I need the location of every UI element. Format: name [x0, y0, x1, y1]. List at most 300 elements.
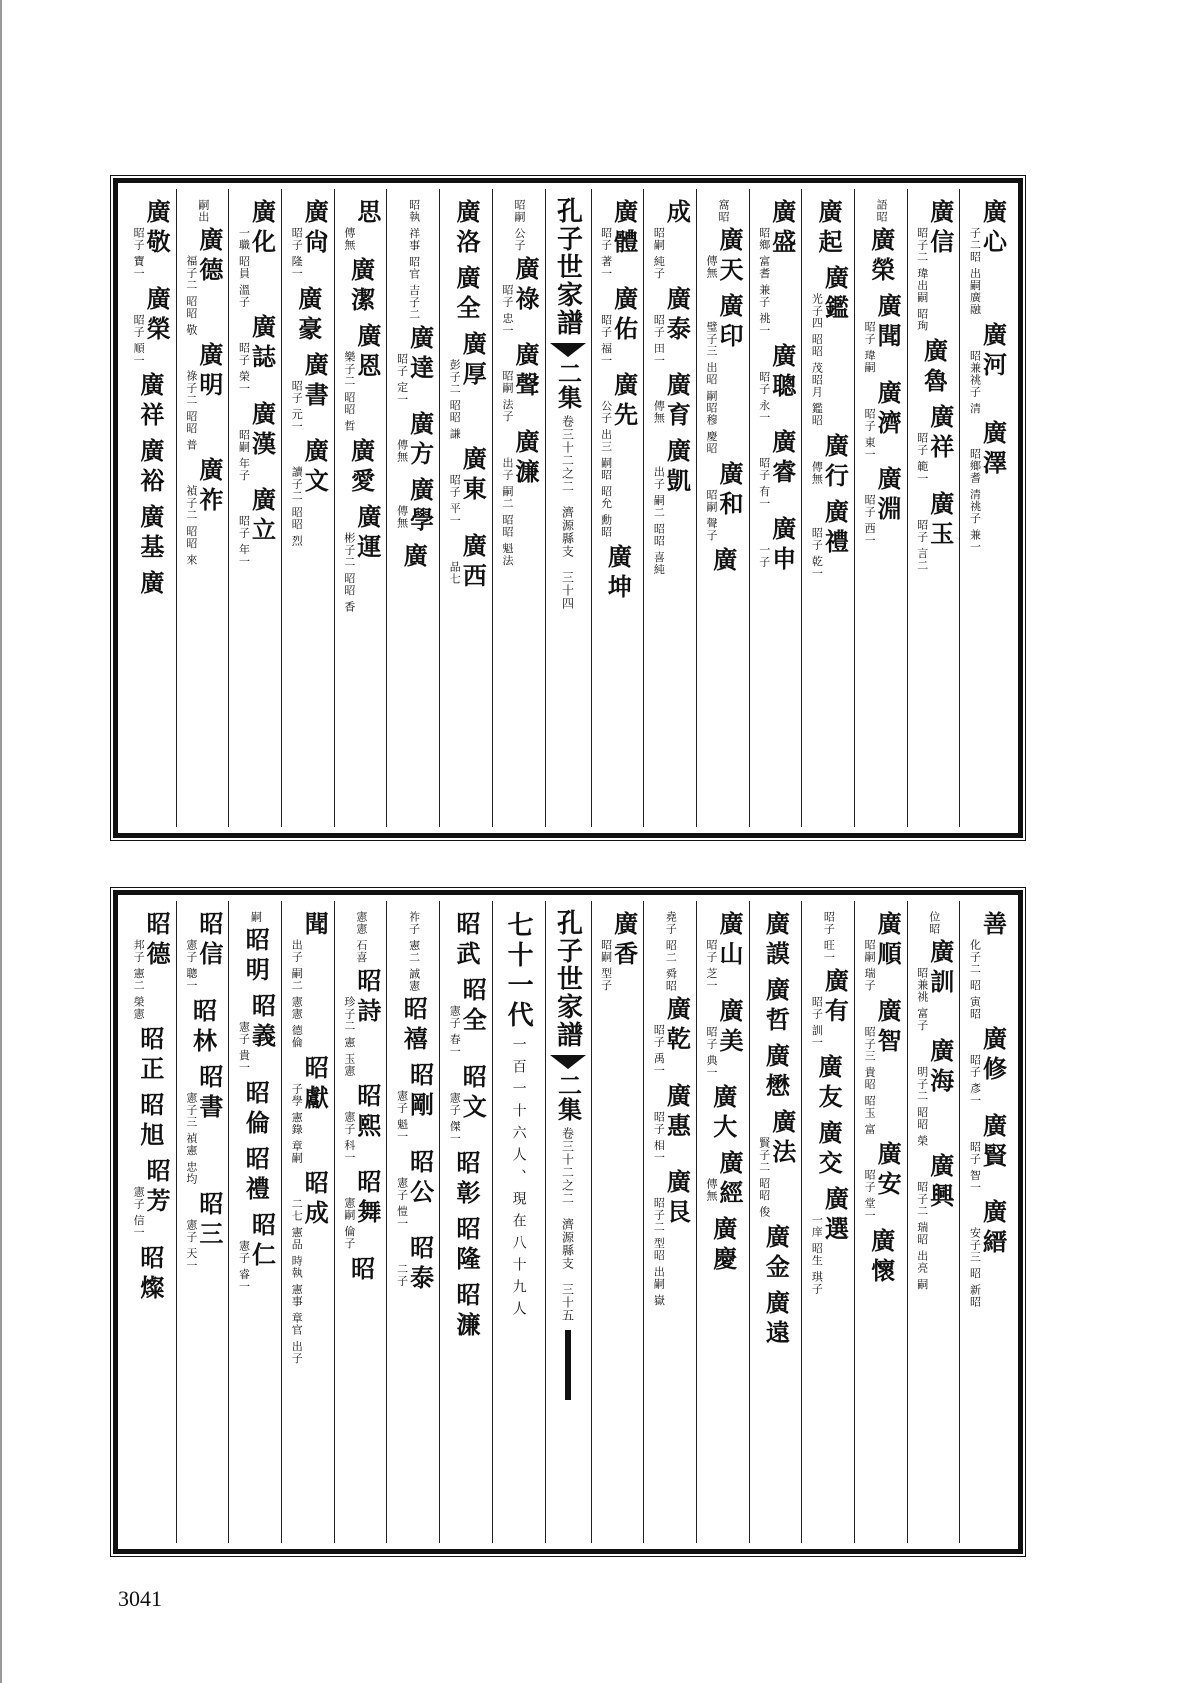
person-name: 廣聰 [767, 342, 797, 403]
person-note: 憲子 科一 [342, 1110, 356, 1163]
person-note: 昭子二 瑞昭 出亮 嗣 [915, 1180, 929, 1290]
entry [761, 1224, 791, 1284]
entry [761, 911, 791, 971]
entry [704, 293, 745, 455]
entry [290, 351, 330, 433]
person-name: 昭文 [458, 1063, 488, 1124]
entry [132, 199, 172, 280]
column-prefix: 語昭 [875, 199, 889, 223]
person-note: 昭子 訓一 [810, 995, 824, 1048]
entry [652, 199, 692, 280]
top-right-col-6 [643, 189, 696, 827]
person-name: 昭獻 [300, 1054, 330, 1115]
entry [184, 1190, 224, 1272]
entry [915, 939, 955, 1032]
person-name: 廣文 [300, 438, 330, 498]
entry [810, 498, 850, 580]
top-right-col-0 [959, 189, 1012, 827]
person-note: 讀子二 昭昭 烈 [290, 466, 304, 547]
entry [704, 1150, 745, 1210]
entry [599, 372, 639, 538]
entry [915, 199, 955, 332]
person-note: 昭子 智一 [968, 1140, 982, 1193]
entry [451, 1150, 481, 1210]
person-name: 廣澤 [978, 420, 1008, 480]
person-note: 傳無 [395, 439, 409, 463]
entry [761, 1290, 791, 1350]
person-name: 廣申 [767, 515, 797, 576]
entry [708, 547, 738, 577]
entry [968, 911, 1008, 1020]
entry [652, 1082, 692, 1164]
person-name: 昭剛 [405, 1062, 435, 1122]
entry [135, 438, 165, 498]
top-left-col-6 [176, 189, 229, 827]
entry [241, 1145, 271, 1206]
entry [500, 255, 540, 337]
person-name: 廣經 [715, 1150, 745, 1210]
person-name: 廣學 [405, 477, 435, 537]
person-name: 廣立 [247, 487, 277, 547]
entry [237, 993, 277, 1074]
person-name: 廣謨 [761, 911, 791, 971]
generation-count: 一百一十六人、現在八十九人 [510, 1037, 527, 1323]
entry [810, 967, 850, 1049]
person-note: 昭嗣 型子 [599, 939, 613, 992]
bottom-right-col-2 [854, 901, 907, 1543]
person-note: 彭子二 昭昭 謙 [448, 359, 462, 440]
person-name: 廣化 [247, 199, 277, 259]
entry [448, 1063, 488, 1145]
entry [395, 477, 435, 537]
person-name: 廣濂 [510, 428, 540, 489]
person-name: 昭泰 [405, 1235, 435, 1295]
person-note: 昭子 著一 [599, 227, 613, 280]
entry [184, 911, 224, 992]
person-note: 昭子 西一 [863, 494, 877, 547]
person-note: 昭兼祧 富子 [915, 967, 929, 1032]
person-name: 昭全 [458, 977, 488, 1037]
person-note: 傳無 [810, 460, 824, 485]
person-name: 廣金 [761, 1224, 791, 1284]
column-prefix: 昭執 祥事 昭官 吉子二 [407, 199, 421, 321]
column-prefix: 位昭 [927, 911, 941, 935]
person-note: 昭子 典一 [705, 1025, 719, 1078]
person-note: 昭子 忠一 [500, 283, 514, 336]
person-name: 廣訓 [925, 939, 955, 999]
person-name: 廣祚 [194, 457, 224, 517]
person-note: 憲子三 禎憲 忠均 [184, 1091, 198, 1185]
entry [237, 199, 277, 308]
person-note: 昭子三 貴昭 昭玉 富 [863, 1025, 877, 1135]
entry [968, 1026, 1008, 1107]
person-name: 廣遠 [761, 1290, 791, 1350]
person-name: 昭倫 [241, 1079, 271, 1140]
entry [652, 372, 692, 432]
person-note: 賢子二 昭昭 俊 [757, 1137, 771, 1218]
person-name: 廣起 [814, 199, 844, 259]
person-name: 廣坤 [603, 544, 633, 604]
column-prefix: 昭子 旺一 [822, 911, 836, 964]
person-note: 昭子 有一 [757, 457, 771, 510]
person-name: 廣育 [662, 372, 692, 432]
entry [968, 420, 1008, 553]
person-note: 二七 憲品 時執 憲事 章官 出子 [290, 1197, 304, 1364]
generation-heading: 七十一代 [503, 911, 534, 1031]
entry [135, 1244, 165, 1305]
bottom-right-col-0 [959, 901, 1012, 1543]
bottom-left-col-1 [439, 901, 492, 1543]
entry [968, 1112, 1008, 1194]
person-name: 廣魯 [919, 338, 949, 398]
person-note: 昭子 乾一 [810, 526, 824, 579]
entry [603, 544, 633, 604]
person-name: 廣聲 [510, 342, 540, 402]
entry [599, 199, 639, 280]
person-name: 廣友 [814, 1054, 844, 1114]
entry [237, 314, 277, 395]
entry [399, 996, 429, 1056]
entry [132, 285, 172, 367]
person-name: 廣惠 [662, 1082, 692, 1143]
person-note: 昭子 彥一 [968, 1054, 982, 1107]
entry [135, 570, 165, 600]
person-note: 昭子 田一 [652, 313, 666, 366]
entry [761, 977, 791, 1037]
person-note: 昭子 元一 [290, 379, 304, 432]
entry [810, 265, 850, 427]
person-name: 廣印 [715, 293, 745, 353]
person-note: 憲子 聰一 [184, 939, 198, 992]
person-name: 廣榮 [142, 285, 172, 346]
person-note: 昭子 禹一 [652, 1024, 666, 1077]
person-name: 廣先 [609, 372, 639, 432]
book-title: 孔子世家譜 [552, 909, 583, 1049]
person-note: 昭子 順一 [132, 313, 146, 366]
person-name: 廣凱 [662, 438, 692, 498]
person-name: 廣達 [405, 324, 435, 385]
person-name: 廣裕 [135, 438, 165, 498]
entry [451, 265, 481, 325]
person-name: 昭旭 [135, 1092, 165, 1152]
person-name: 廣 [135, 570, 165, 600]
entry [188, 997, 218, 1058]
person-note: 傳無 [395, 505, 409, 529]
bottom-left-col-7 [124, 901, 176, 1543]
entry [862, 379, 903, 461]
entry [814, 1120, 844, 1180]
person-name: 廣海 [925, 1037, 955, 1098]
entry [290, 1169, 330, 1364]
entry [451, 199, 481, 259]
person-name: 廣乾 [662, 996, 692, 1056]
entry [757, 515, 797, 576]
entry [866, 227, 896, 287]
person-name: 廣基 [135, 504, 165, 564]
person-note: 憲子 魁一 [395, 1090, 409, 1143]
entry [135, 1026, 165, 1086]
person-note: 昭子 芝一 [705, 939, 719, 992]
person-name: 廣艮 [662, 1169, 692, 1229]
entry [342, 504, 382, 613]
bottom-right-col-5 [696, 901, 749, 1543]
person-note: 傳無 [705, 1178, 719, 1202]
entry [451, 911, 481, 971]
bottom-genealogy-panel [113, 890, 1023, 1554]
bottom-left-col-6 [176, 901, 229, 1543]
person-note: 子學 憲錄 章嗣 [290, 1082, 304, 1164]
person-note: 昭子 福一 [599, 313, 613, 366]
person-name: 昭義 [247, 993, 277, 1053]
person-note: 昭子 相一 [652, 1110, 666, 1163]
person-note: 明子二 昭昭 榮 [915, 1065, 929, 1147]
entry [704, 460, 745, 542]
entry [599, 285, 639, 367]
entry [290, 438, 330, 547]
person-name: 昭德 [142, 911, 172, 971]
person-name: 廣厚 [458, 331, 488, 391]
person-name: 廣運 [352, 504, 382, 564]
top-left-col-4 [281, 189, 334, 827]
entry [237, 487, 277, 568]
person-name: 善 [978, 911, 1008, 941]
person-note: 昭嗣 純子 [652, 227, 666, 280]
column-prefix: 嗣出 [196, 199, 210, 223]
person-name: 廣祿 [510, 255, 540, 316]
person-name: 昭公 [405, 1148, 435, 1209]
entry [862, 293, 903, 374]
person-name: 廣書 [300, 351, 330, 412]
top-right-col-4 [749, 189, 802, 827]
person-note: 光子四 昭昭 茂昭月 鑑昭 [810, 293, 824, 427]
person-name: 廣 [708, 547, 738, 577]
person-note: 安子三 昭 新昭 [968, 1227, 982, 1308]
person-name: 廣有 [820, 967, 850, 1028]
person-name: 廣淵 [873, 466, 903, 526]
entry [757, 199, 797, 337]
person-name: 昭燦 [135, 1244, 165, 1305]
column-prefix: 昭嗣 公子 [512, 199, 526, 252]
person-name: 廣縉 [978, 1199, 1008, 1259]
person-note: 品七 [448, 560, 462, 585]
top-left-col-3 [334, 189, 387, 827]
collection-label: 二集 [553, 361, 583, 409]
entry [448, 446, 488, 527]
entry [652, 996, 692, 1077]
bottom-right-col-3 [801, 901, 854, 1543]
bottom-columns [124, 901, 1012, 1543]
entry [652, 1169, 692, 1307]
entry [346, 1255, 376, 1286]
person-note: 昭子 瑋嗣 [863, 321, 877, 374]
person-name: 昭詩 [352, 967, 382, 1028]
person-name: 成 [662, 199, 692, 229]
person-name: 廣美 [715, 997, 745, 1058]
entry [652, 285, 692, 367]
entry [599, 911, 639, 992]
top-left-col-0 [492, 189, 545, 827]
entry [399, 543, 429, 573]
person-note: 子二昭 出嗣廣融 [968, 227, 982, 316]
entry [915, 490, 955, 572]
bottom-right-col-1 [907, 901, 960, 1543]
entry [451, 1216, 481, 1276]
page-edge [0, 0, 2, 1683]
person-note: 樂子二 昭昭 哲 [342, 351, 356, 432]
entry [448, 532, 488, 593]
person-note: 昭鄉 富耆 兼子 祧一 [757, 227, 771, 337]
entry [342, 323, 382, 432]
entry [241, 927, 271, 987]
entry [757, 429, 797, 510]
entry [132, 1158, 172, 1239]
person-name: 廣聞 [873, 293, 903, 353]
person-name: 廣香 [609, 911, 639, 971]
person-name: 廣洛 [451, 199, 481, 259]
bottom-left-col-2 [386, 901, 439, 1543]
person-note: 昭子 隆一 [290, 227, 304, 280]
entry [184, 227, 224, 336]
person-name: 廣玉 [925, 490, 955, 551]
entry [500, 342, 540, 423]
entry [968, 199, 1008, 316]
entry [500, 428, 540, 567]
entry [704, 911, 745, 992]
person-name: 廣交 [814, 1120, 844, 1180]
bottom-left-col-3 [334, 901, 387, 1543]
person-note: 昭嗣 年子 [237, 428, 251, 481]
entry [814, 199, 844, 259]
entry [757, 342, 797, 424]
person-note: 出子 嗣二 憲憲 德倫 [290, 939, 304, 1049]
person-name: 廣豪 [293, 285, 323, 346]
person-name: 廣盛 [767, 199, 797, 259]
top-spine [545, 189, 591, 827]
entry [184, 1063, 224, 1185]
entry [395, 1235, 435, 1295]
top-genealogy-panel [113, 178, 1023, 838]
person-name: 廣東 [458, 446, 488, 506]
person-name: 廣漢 [247, 400, 277, 461]
entry [237, 400, 277, 482]
person-note: 一職 昭員 溫子 [237, 227, 251, 308]
entry [866, 1227, 896, 1288]
entry [342, 967, 382, 1077]
person-note: 昭子二 型昭 出嗣 嶽 [652, 1197, 666, 1307]
person-note: 昭鄉耆 清祧子 兼一 [968, 448, 982, 553]
top-left-col-5 [228, 189, 281, 827]
column-prefix: 窩昭 [717, 199, 731, 223]
person-name: 廣哲 [761, 977, 791, 1037]
person-name: 廣山 [715, 911, 745, 971]
person-name: 廣西 [458, 532, 488, 593]
person-note: 傳無 [652, 400, 666, 424]
person-note: 憲子 愷一 [395, 1176, 409, 1229]
person-note: 昭子 定一 [395, 352, 409, 405]
top-right-col-7 [591, 189, 644, 827]
person-name: 廣懷 [866, 1227, 896, 1288]
person-name: 廣法 [767, 1109, 797, 1169]
book-title: 孔子世家譜 [552, 197, 583, 337]
top-right-col-2 [854, 189, 907, 827]
entry [968, 1199, 1008, 1308]
fish-tail-mark [550, 1055, 586, 1069]
person-note: 憲子 信一 [132, 1186, 146, 1239]
entry [968, 321, 1008, 415]
top-left-col-7 [124, 189, 176, 827]
entry [293, 285, 323, 346]
entry [915, 1037, 955, 1147]
person-note: 憲嗣 倫子 [342, 1197, 356, 1250]
person-note: 珍子二 憲 玉憲 [342, 995, 356, 1077]
person-name: 廣和 [715, 460, 745, 521]
top-left-col-2 [386, 189, 439, 827]
person-name: 廣安 [873, 1141, 903, 1201]
person-name: 昭正 [135, 1026, 165, 1086]
entry [862, 997, 903, 1136]
person-name: 廣禮 [820, 498, 850, 559]
person-name: 廣敬 [142, 199, 172, 259]
person-name: 廣鑑 [820, 265, 850, 325]
person-note: 一子 [757, 543, 771, 568]
fish-tail-mark [550, 343, 586, 357]
volume-label: 卷三十二之二 濟源縣支 三十五 [560, 1127, 575, 1322]
entry [448, 331, 488, 440]
column-prefix: 祚子 憲二 誠憲 [407, 911, 421, 992]
entry [704, 997, 745, 1079]
entry [342, 1169, 382, 1250]
entry [810, 432, 850, 493]
entry [290, 199, 330, 280]
person-name: 廣榮 [866, 227, 896, 287]
person-name: 廣修 [978, 1026, 1008, 1086]
person-name: 廣體 [609, 199, 639, 259]
person-note: 憲子 天一 [184, 1218, 198, 1271]
person-name: 昭仁 [247, 1211, 277, 1272]
top-right-col-3 [801, 189, 854, 827]
person-note: 昭子 寶一 [132, 227, 146, 280]
person-name: 廣誌 [247, 314, 277, 374]
person-note: 昭嗣 瑞子 [863, 939, 877, 992]
person-note: 傳無 [705, 255, 719, 279]
person-note: 化子二 昭 寅昭 [968, 939, 982, 1020]
person-note: 璧子三 出昭 嗣昭穆 慶昭 [705, 321, 719, 455]
entry [915, 1152, 955, 1291]
entry [757, 1109, 797, 1218]
person-name: 昭信 [194, 911, 224, 971]
person-name: 廣恩 [352, 323, 382, 383]
person-note: 彬子二 昭昭 香 [342, 532, 356, 613]
collection-label: 二集 [553, 1073, 583, 1121]
top-left-col-1 [439, 189, 492, 827]
entry [915, 404, 955, 485]
person-note: 憲子 貴一 [237, 1021, 251, 1074]
person-note: 昭子 範一 [915, 432, 929, 485]
person-name: 昭芳 [142, 1158, 172, 1218]
person-note: 出子 嗣二 昭昭 喜純 [652, 466, 666, 576]
person-note: 昭子 永一 [757, 370, 771, 423]
person-name: 昭禮 [241, 1145, 271, 1206]
entry [919, 338, 949, 398]
person-note: 二子 [395, 1263, 409, 1287]
person-name: 廣賢 [978, 1112, 1008, 1173]
person-name: 廣尙 [300, 199, 330, 259]
entry [862, 1141, 903, 1222]
entry [708, 1216, 738, 1276]
person-note: 祿子二 昭昭 普 [184, 370, 198, 451]
person-name: 昭 [346, 1255, 376, 1286]
person-note: 福子二 昭昭 敬 [184, 255, 198, 336]
